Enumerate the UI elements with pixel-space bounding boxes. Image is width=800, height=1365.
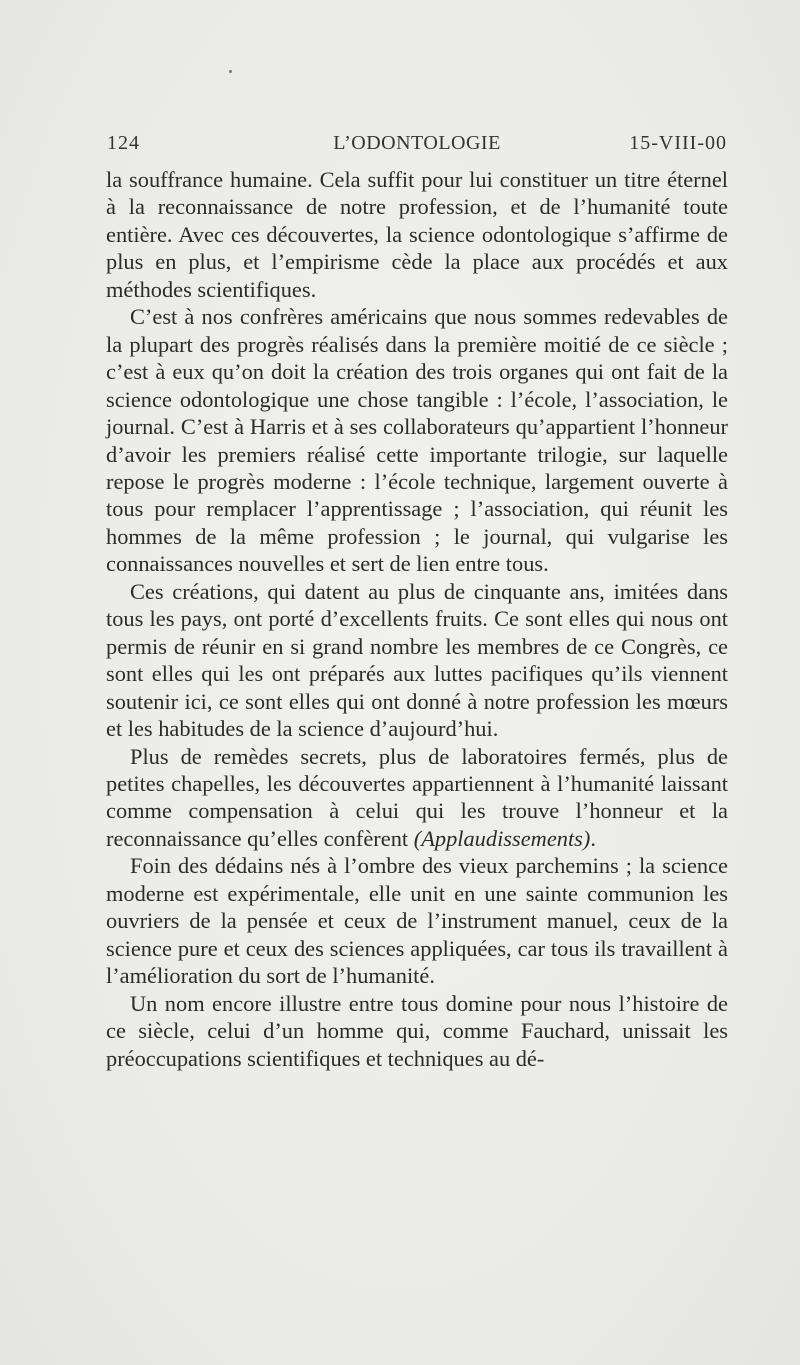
paragraph-5-text: Foin des dédains nés à l’ombre des vieux parchemins ; la science moderne est expérimentale, elle unit en une sainte communion les ouvriers de la pensée et ceux de l’instrument manuel, ceux de la science pure et ceux des sciences appliquées, car tous ils travaillent à l’amélioration du sort de l’humanité. (106, 853, 728, 989)
paragraph-3 (106, 578, 728, 743)
issue-date: 15-VIII-00 (629, 132, 727, 154)
paragraph-5 (106, 852, 728, 989)
paragraph-4-text: Plus de remèdes secrets, plus de laboratoires fermés, plus de petites chapelles, les découvertes appartiennent à l’humanité laissant comme compensation à celui qui les trouve l’honneur et la reconnaissance qu’elles confèrent (106, 743, 728, 851)
paragraph-6 (106, 990, 728, 1072)
paragraph-4-end: . (590, 825, 596, 851)
body-text (106, 166, 728, 1072)
paragraph-2-text: C’est à nos confrères américains que nous sommes redevables de la plupart des progrès réalisés dans la première moitié de ce siècle ; c’est à eux qu’on doit la création des trois organes qui ont fait de la science odontologique une chose tangible : l’école, l’association, le journal. C’est à Harris et à ses collaborateurs qu’appartient l’honneur d’avoir les premiers réalisé cette importante trilogie, sur laquelle repose le progrès moderne : l’école technique, largement ouverte à tous pour remplacer l’apprentissage ; l’association, qui réunit les hommes de la même profession ; le journal, qui vulgarise les connaissances nouvelles et sert de lien entre tous. (106, 304, 728, 577)
paragraph-6-text: Un nom encore illustre entre tous domine pour nous l’histoire de ce siècle, celui d’un homme qui, comme Fauchard, unissait les préoccupations scientifiques et techniques au dé- (106, 990, 728, 1071)
page-number: 124 (107, 132, 140, 154)
paragraph-3-text: Ces créations, qui datent au plus de cinquante ans, imitées dans tous les pays, ont porté d’excellents fruits. Ce sont elles qui nous ont permis de réunir en si grand nombre les membres de ce Congrès, ce sont elles qui les ont préparés aux luttes pacifiques qu’ils viennent soutenir ici, ce sont elles qui ont donné à notre profession les mœurs et les habitudes de la science d’aujourd’hui. (106, 578, 728, 742)
ink-speck (229, 70, 232, 73)
paragraph-4 (106, 743, 728, 853)
running-header (107, 132, 727, 158)
applause-note: (Applaudissements) (413, 825, 591, 851)
paragraph-1 (106, 166, 728, 303)
paragraph-2 (106, 303, 728, 578)
running-title: L’ODONTOLOGIE (333, 132, 501, 154)
paragraph-1-text: la souffrance humaine. Cela suffit pour lui constituer un titre éternel à la reconnaissance de notre profession, et de l’humanité toute entière. Avec ces découvertes, la science odontologique s’affirme de plus en plus, et l’empirisme cède la place aux procédés et aux méthodes scientifiques. (106, 167, 728, 302)
